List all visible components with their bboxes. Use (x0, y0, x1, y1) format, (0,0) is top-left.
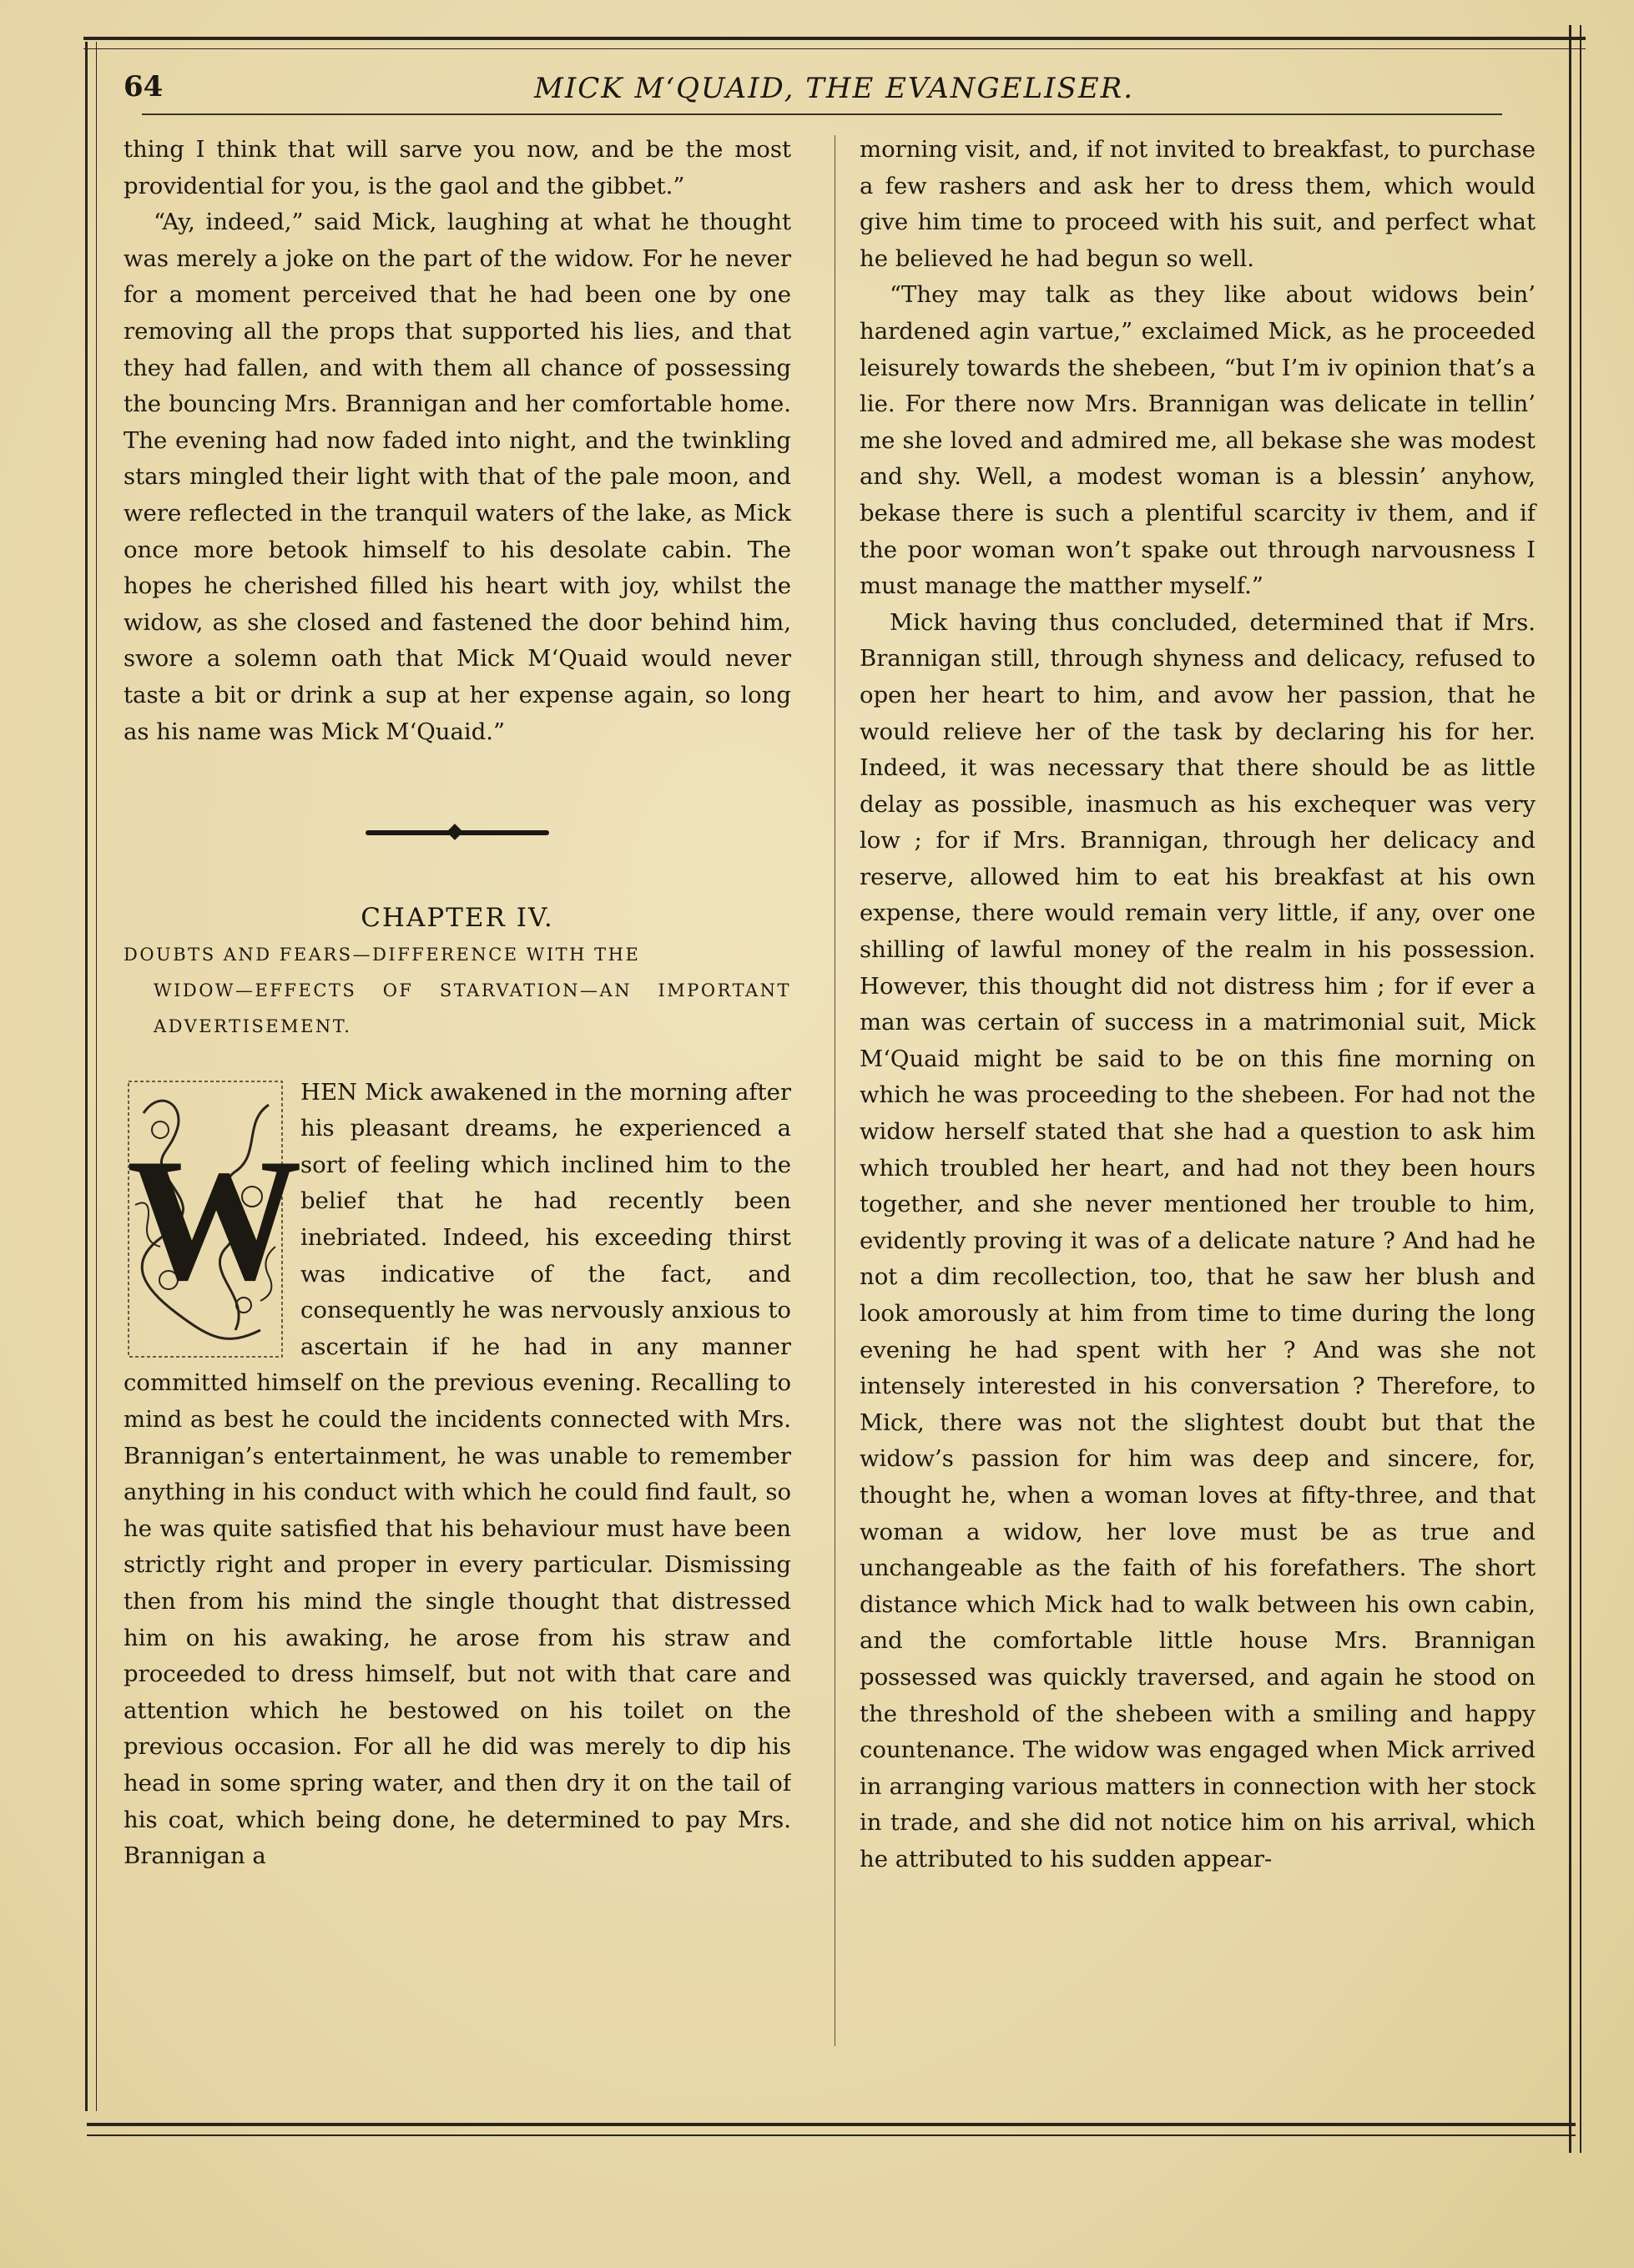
decorative-initial (127, 1080, 302, 1358)
running-title: MICK M‘QUAID, THE EVANGELISER. (534, 72, 1135, 105)
dropcap-letter: W (127, 1122, 302, 1317)
left-column (124, 132, 791, 1875)
right-paragraph-3: Mick having thus concluded, determined that if Mrs. Brannigan still, through shyness and delicacy, refused to open her heart to him, and avow her passion, that he would relieve her of the task by declaring his for her. Indeed, it was necessary that there should be as little delay as possible, inasmuch as his exchequer was very low ; for if Mrs. Brannigan, through her delicacy and reserve, allowed him to eat his breakfast at his own expense, there would remain very little, if any, over one shilling of lawful money of the realm in his possession. However, this thought did not distress him ; for if ever a man was certain of success in a matrimonial suit, Mick M‘Quaid might be said to be on this fine morning on which he was proceeding to the shebeen. For had not the widow herself stated that she had a question to ask him which troubled her heart, and had not they been hours together, and she never mentioned her trouble to him, evidently proving it was of a delicate nature ? And had he not a dim recollection, too, that he saw her blush and look amorously at him from time to time during the long evening he had spent with her ? And was she not intensely interested in his conversation ? Therefore, to Mick, there was not the slightest doubt but that the widow’s passion for him was deep and sincere, for, thought he, when a woman loves at fifty-three, and that woman a widow, her love must be as true and unchangeable as the faith of his forefathers. The short distance which Mick had to walk between his own cabin, and the comfortable little house Mrs. Brannigan possessed was quickly traversed, and again he stood on the threshold of the shebeen with a smiling and happy countenance. The widow was engaged when Mick arrived in arranging various matters in connection with her stock in trade, and she did not notice him on his arrival, which he attributed to his sudden appear- (860, 608, 1536, 1872)
right-column (860, 132, 1536, 1878)
page-border-left (85, 42, 97, 2111)
left-paragraph-1: thing I think that will sarve you now, and be the most providential for you, is the gaol and the gibbet.” (124, 136, 791, 199)
chapter-opening (124, 1075, 791, 1875)
chapter-summary-line-1: DOUBTS AND FEARS—DIFFERENCE WITH THE (124, 944, 641, 965)
page-border-bottom (87, 2123, 1576, 2136)
page-border-right (1569, 25, 1581, 2153)
left-paragraph-2: “Ay, indeed,” said Mick, laughing at what he thought was merely a joke on the part of the widow. For he never for a moment perceived that he had been one by one removing all the props that supported his lies, and that they had fallen, and with them all chance of possessing the bouncing Mrs. Brannigan and her comfortable home. The evening had now faded into night, and the twinkling stars mingled their light with that of the pale moon, and were reflected in the tranquil waters of the lake, as Mick once more betook himself to his desolate cabin. The hopes he cherished filled his heart with joy, whilst the widow, as she closed and fastened the door behind him, swore a solemn oath that Mick M‘Quaid would never taste a bit or drink a sup at her expense again, so long as his name was Mick M‘Quaid.” (124, 209, 791, 745)
page-number: 64 (124, 70, 164, 103)
left-paragraph-3: HEN Mick awakened in the morning after his pleasant dreams, he experienced a sort of feeling which inclined him to the belief that he had recently been inebriated. Indeed, his exceeding thirst was indicative of the fact, and consequently he was nervously anxious to ascertain if he had in any manner committed himself on the previous evening. Recalling to mind as best he could the incidents connected with Mrs. Brannigan’s entertainment, he was unable to remember anything in his conduct with which he could find fault, so he was quite satisfied that his behaviour must have been strictly right and proper in every particular. Dismissing then from his mind the single thought that distressed him on his awaking, he arose from his straw and proceeded to dress himself, but not with that care and attention which he bestowed on his toilet on the previous occasion. For all he did was merely to dip his head in some spring water, and then dry it on the tail of his coat, which being done, he determined to pay Mrs. Brannigan a (124, 1078, 791, 1870)
chapter-summary (124, 937, 791, 1045)
page-border-top (83, 37, 1586, 49)
header-rule (142, 113, 1502, 115)
section-ornament (366, 830, 549, 835)
right-paragraph-1: morning visit, and, if not invited to breakfast, to purchase a few rashers and ask her to dress them, which would give him time to proceed with his suit, and perfect what he believed he had begun so well. (860, 136, 1536, 272)
chapter-summary-line-2: WIDOW—EFFECTS OF STARVATION—AN IMPORTANT ADVERTISEMENT. (154, 980, 791, 1036)
chapter-title: CHAPTER IV. (361, 903, 554, 934)
right-paragraph-2: “They may talk as they like about widows bein’ hardened agin vartue,” exclaimed Mick, as he proceeded leisurely towards the shebeen, “but I’m iv opinion that’s a lie. For there now Mrs. Brannigan was delicate in tellin’ me she loved and admired me, all bekase she was modest and shy. Well, a modest woman is a blessin’ anyhow, bekase there is such a plentiful scarcity iv them, and if the poor woman won’t spake out through narvousness I must manage the matther myself.” (860, 281, 1536, 600)
